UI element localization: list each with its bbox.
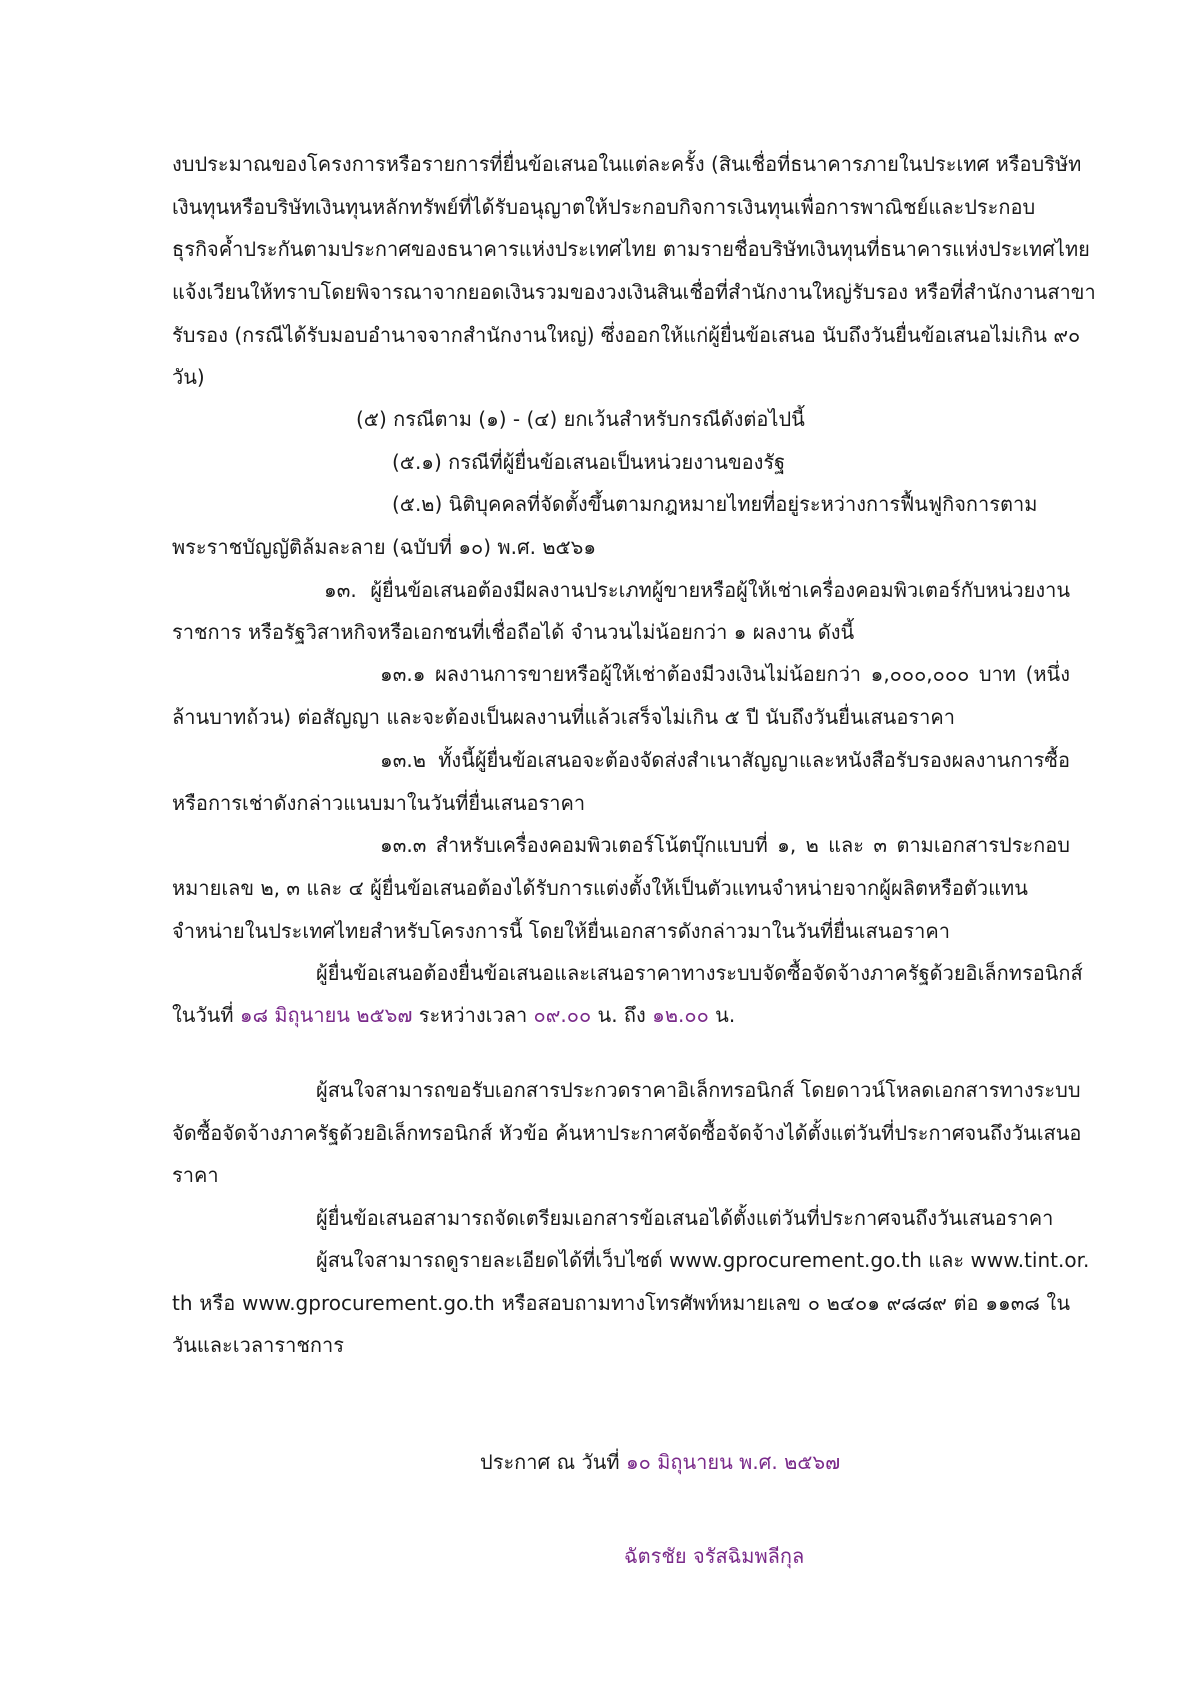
submit-line1: ผู้ยื่นข้อเสนอต้องยื่นข้อเสนอและเสนอราคาทางระบบจัดซื้อจัดจ้างภาครัฐด้วยอิเล็กทรอนิกส์ [316, 961, 1083, 985]
item13-2-line1: ๑๓.๒ ทั้งนี้ผู้ยื่นข้อเสนอจะต้องจัดส่งสำเนาสัญญาและหนังสือรับรองผลงานการซื้อ [380, 748, 1070, 772]
item5-2-line2: พระราชบัญญัติล้มละลาย (ฉบับที่ ๑๐) พ.ศ. ๒๕๖๑ [172, 535, 597, 559]
submit-to: น. ถึง [591, 1003, 653, 1027]
submit-prefix: ในวันที่ [172, 1003, 240, 1027]
item13-line1: ๑๓. ผู้ยื่นข้อเสนอต้องมีผลงานประเภทผู้ขายหรือผู้ให้เช่าเครื่องคอมพิวเตอร์กับหน่วยงาน [324, 578, 1070, 602]
para1-line6: วัน) [172, 365, 205, 389]
submit-mid: ระหว่างเวลา [412, 1003, 534, 1027]
item13-3-line2: หมายเลข ๒, ๓ และ ๔ ผู้ยื่นข้อเสนอต้องได้รับการแต่งตั้งให้เป็นตัวแทนจำหน่ายจากผู้ผลิตหรือตัวแทน [172, 876, 1028, 900]
item5-line: (๕) กรณีตาม (๑) - (๔) ยกเว้นสำหรับกรณีดังต่อไปนี้ [356, 407, 805, 431]
submit-date: ๑๘ มิถุนายน ๒๕๖๗ [239, 1003, 413, 1027]
download-line3: ราคา [172, 1163, 219, 1187]
contact-line3: วันและเวลาราชการ [172, 1333, 344, 1357]
para1-line3: ธุรกิจค้ำประกันตามประกาศของธนาคารแห่งประเทศไทย ตามรายชื่อบริษัทเงินทุนที่ธนาคารแห่งประเทศไทย [172, 237, 1090, 261]
para1-line1: งบประมาณของโครงการหรือรายการที่ยื่นข้อเสนอในแต่ละครั้ง (สินเชื่อที่ธนาคารภายในประเทศ หรือบริษัท [172, 152, 1082, 176]
announce-date: ๑๐ มิถุนายน พ.ศ. ๒๕๖๗ [625, 1450, 841, 1474]
submit-suffix: น. [708, 1003, 736, 1027]
contact-line1: ผู้สนใจสามารถดูรายละเอียดได้ที่เว็บไซต์ www.gprocurement.go.th และ www.tint.or. [316, 1248, 1090, 1272]
para1-line5: รับรอง (กรณีได้รับมอบอำนาจจากสำนักงานใหญ่) ซึ่งออกให้แก่ผู้ยื่นข้อเสนอ นับถึงวันยื่นข้อเสนอไม่เกิน ๙๐ [172, 323, 1081, 347]
download-line2: จัดซื้อจัดจ้างภาครัฐด้วยอิเล็กทรอนิกส์ หัวข้อ ค้นหาประกาศจัดซื้อจัดจ้างได้ตั้งแต่วันที่ประกาศจนถึงวันเสนอ [172, 1121, 1082, 1145]
item13-3-line3: จำหน่ายในประเทศไทยสำหรับโครงการนี้ โดยให้ยื่นเอกสารดังกล่าวมาในวันที่ยื่นเสนอราคา [172, 919, 950, 943]
download-line1: ผู้สนใจสามารถขอรับเอกสารประกวดราคาอิเล็กทรอนิกส์ โดยดาวน์โหลดเอกสารทางระบบ [316, 1078, 1081, 1102]
item13-line2: ราชการ หรือรัฐวิสาหกิจหรือเอกชนที่เชื่อถือได้ จำนวนไม่น้อยกว่า ๑ ผลงาน ดังนี้ [172, 620, 855, 644]
item13-3-line1: ๑๓.๓ สำหรับเครื่องคอมพิวเตอร์โน้ตบุ๊กแบบที่ ๑, ๒ และ ๓ ตามเอกสารประกอบ [380, 833, 1070, 857]
contact-line2: th หรือ www.gprocurement.go.th หรือสอบถามทางโทรศัพท์หมายเลข ๐ ๒๔๐๑ ๙๘๘๙ ต่อ ๑๑๓๘ ใน [172, 1291, 1070, 1315]
submit-line2 [172, 1001, 735, 1029]
announce-line [480, 1448, 840, 1476]
item5-1-line: (๕.๑) กรณีที่ผู้ยื่นข้อเสนอเป็นหน่วยงานของรัฐ [392, 450, 786, 474]
item13-1-line2: ล้านบาทถ้วน) ต่อสัญญา และจะต้องเป็นผลงานที่แล้วเสร็จไม่เกิน ๕ ปี นับถึงวันยื่นเสนอราคา [172, 705, 955, 729]
signer-name: ฉัตรชัย จรัสฉิมพลีกุล [624, 1544, 805, 1568]
item5-2-line1: (๕.๒) นิติบุคคลที่จัดตั้งขึ้นตามกฎหมายไทยที่อยู่ระหว่างการฟื้นฟูกิจการตาม [392, 492, 1038, 516]
announce-prefix: ประกาศ ณ วันที่ [480, 1450, 626, 1474]
prepare-line: ผู้ยื่นข้อเสนอสามารถจัดเตรียมเอกสารข้อเสนอได้ตั้งแต่วันที่ประกาศจนถึงวันเสนอราคา [316, 1206, 1054, 1230]
item13-1-line1: ๑๓.๑ ผลงานการขายหรือผู้ให้เช่าต้องมีวงเงินไม่น้อยกว่า ๑,๐๐๐,๐๐๐ บาท (หนึ่ง [380, 662, 1070, 686]
para1-line4: แจ้งเวียนให้ทราบโดยพิจารณาจากยอดเงินรวมของวงเงินสินเชื่อที่สำนักงานใหญ่รับรอง หรือที่สำนักงานสาขา [172, 280, 1096, 304]
para1-line2: เงินทุนหรือบริษัทเงินทุนหลักทรัพย์ที่ได้รับอนุญาตให้ประกอบกิจการเงินทุนเพื่อการพาณิชย์และประกอบ [172, 195, 1036, 219]
submit-time-start: ๐๙.๐๐ [533, 1003, 592, 1027]
submit-time-end: ๑๒.๐๐ [652, 1003, 709, 1027]
item13-2-line2: หรือการเช่าดังกล่าวแนบมาในวันที่ยื่นเสนอราคา [172, 791, 586, 815]
